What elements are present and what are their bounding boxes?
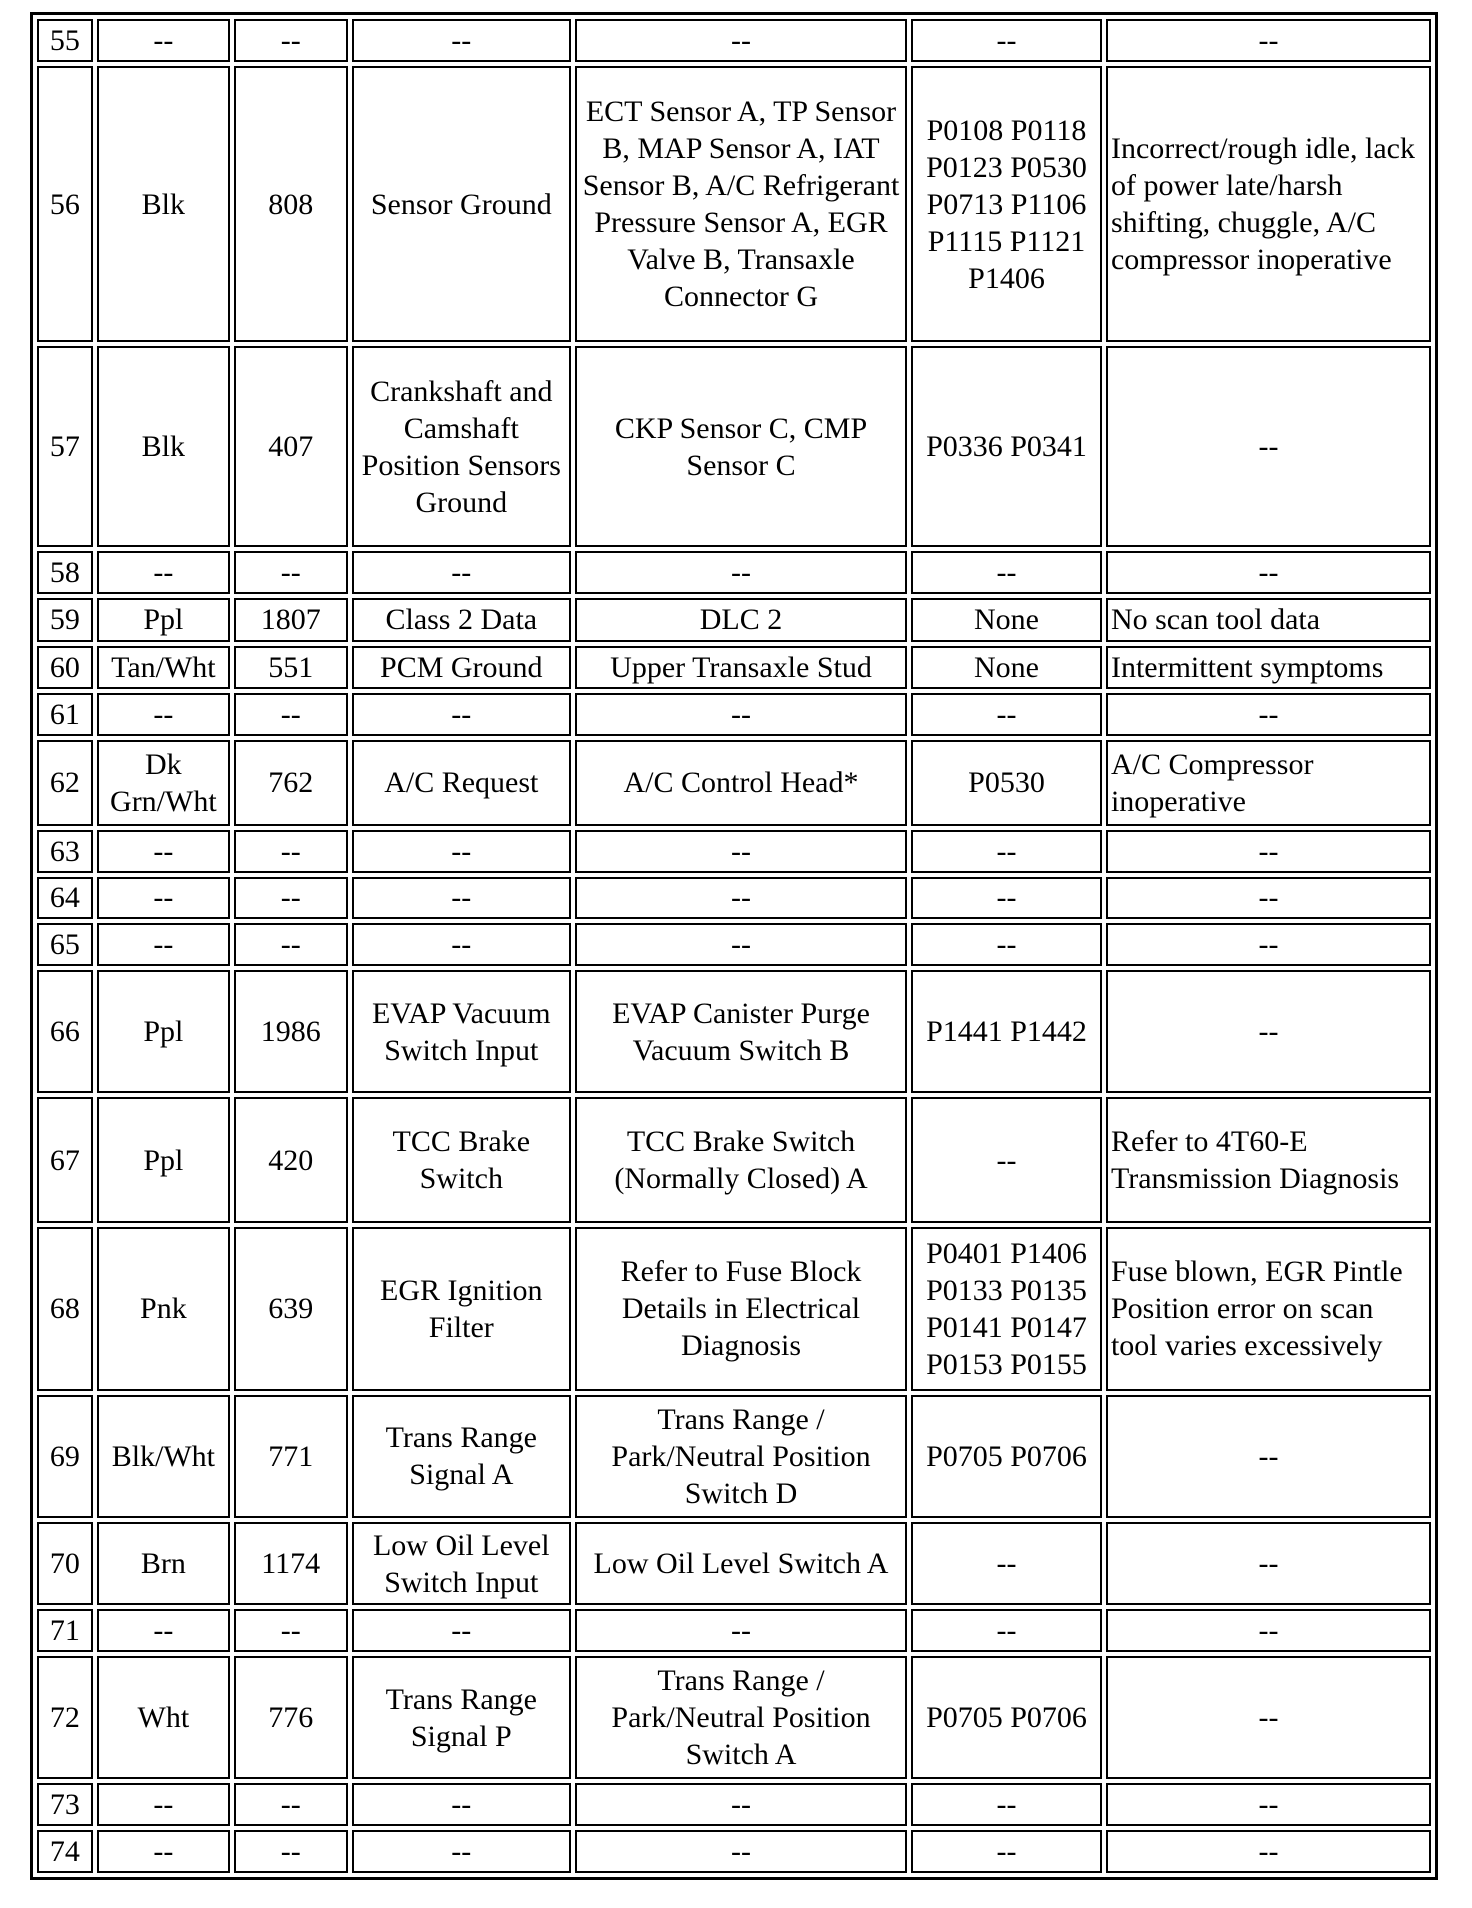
function-cell: EVAP Vacuum Switch Input	[352, 970, 571, 1093]
table-body	[37, 19, 1431, 1873]
circuit-cell: --	[234, 1783, 348, 1826]
dtc-cell: --	[911, 923, 1102, 966]
dtc-cell: P0530	[911, 740, 1102, 826]
table-row	[37, 693, 1431, 736]
dtc-cell: P1441 P1442	[911, 970, 1102, 1093]
wire-color-cell: Brn	[97, 1522, 230, 1606]
symptom-cell: --	[1106, 1609, 1431, 1652]
dtc-cell: --	[911, 830, 1102, 873]
wire-color-cell: Blk/Wht	[97, 1395, 230, 1518]
pcm-pinout-table	[33, 15, 1435, 1877]
function-cell: --	[352, 551, 571, 594]
component-cell: Refer to Fuse Block Details in Electrical Diagnosis	[575, 1227, 907, 1391]
symptom-cell: Intermittent symptoms	[1106, 646, 1431, 690]
table-row	[37, 830, 1431, 873]
component-cell: A/C Control Head*	[575, 740, 907, 826]
dtc-cell: P0401 P1406 P0133 P0135 P0141 P0147 P0153 P0155	[911, 1227, 1102, 1391]
pin-cell: 65	[37, 923, 93, 966]
dtc-cell: None	[911, 646, 1102, 690]
dtc-cell: --	[911, 693, 1102, 736]
circuit-cell: --	[234, 693, 348, 736]
component-cell: TCC Brake Switch (Normally Closed) A	[575, 1097, 907, 1222]
dtc-cell: None	[911, 598, 1102, 642]
function-cell: --	[352, 877, 571, 920]
circuit-cell: --	[234, 551, 348, 594]
pin-cell: 70	[37, 1522, 93, 1606]
dtc-cell: P0705 P0706	[911, 1656, 1102, 1779]
component-cell: --	[575, 551, 907, 594]
symptom-cell: --	[1106, 1656, 1431, 1779]
component-cell: --	[575, 877, 907, 920]
table-row	[37, 1097, 1431, 1222]
symptom-cell: --	[1106, 877, 1431, 920]
table-row	[37, 551, 1431, 594]
wire-color-cell: Ppl	[97, 1097, 230, 1222]
wire-color-cell: Blk	[97, 66, 230, 343]
dtc-cell: --	[911, 1783, 1102, 1826]
circuit-cell: --	[234, 923, 348, 966]
dtc-cell: P0705 P0706	[911, 1395, 1102, 1518]
dtc-cell: --	[911, 1097, 1102, 1222]
circuit-cell: 762	[234, 740, 348, 826]
pin-cell: 69	[37, 1395, 93, 1518]
table-row	[37, 19, 1431, 62]
wire-color-cell: Tan/Wht	[97, 646, 230, 690]
symptom-cell: Refer to 4T60-E Transmission Diagnosis	[1106, 1097, 1431, 1222]
symptom-cell: --	[1106, 1395, 1431, 1518]
circuit-cell: 639	[234, 1227, 348, 1391]
table-row	[37, 1227, 1431, 1391]
symptom-cell: --	[1106, 346, 1431, 546]
table-row	[37, 1830, 1431, 1873]
symptom-cell: --	[1106, 830, 1431, 873]
component-cell: EVAP Canister Purge Vacuum Switch B	[575, 970, 907, 1093]
function-cell: --	[352, 693, 571, 736]
circuit-cell: 776	[234, 1656, 348, 1779]
function-cell: Low Oil Level Switch Input	[352, 1522, 571, 1606]
wire-color-cell: --	[97, 1609, 230, 1652]
table-row	[37, 1609, 1431, 1652]
circuit-cell: 1174	[234, 1522, 348, 1606]
dtc-cell: --	[911, 1830, 1102, 1873]
table-row	[37, 740, 1431, 826]
pin-cell: 64	[37, 877, 93, 920]
dtc-cell: --	[911, 1609, 1102, 1652]
wire-color-cell: --	[97, 877, 230, 920]
symptom-cell: --	[1106, 970, 1431, 1093]
pin-cell: 56	[37, 66, 93, 343]
table-row	[37, 1783, 1431, 1826]
function-cell: Sensor Ground	[352, 66, 571, 343]
function-cell: --	[352, 1609, 571, 1652]
table-row	[37, 646, 1431, 690]
component-cell: Low Oil Level Switch A	[575, 1522, 907, 1606]
dtc-cell: --	[911, 19, 1102, 62]
symptom-cell: --	[1106, 1783, 1431, 1826]
component-cell: --	[575, 923, 907, 966]
pin-cell: 60	[37, 646, 93, 690]
circuit-cell: 771	[234, 1395, 348, 1518]
dtc-cell: P0336 P0341	[911, 346, 1102, 546]
table-row	[37, 923, 1431, 966]
pin-cell: 63	[37, 830, 93, 873]
pin-cell: 67	[37, 1097, 93, 1222]
wire-color-cell: --	[97, 923, 230, 966]
wire-color-cell: --	[97, 1783, 230, 1826]
symptom-cell: --	[1106, 1830, 1431, 1873]
symptom-cell: --	[1106, 1522, 1431, 1606]
function-cell: --	[352, 1783, 571, 1826]
component-cell: CKP Sensor C, CMP Sensor C	[575, 346, 907, 546]
circuit-cell: --	[234, 1830, 348, 1873]
component-cell: Upper Transaxle Stud	[575, 646, 907, 690]
function-cell: PCM Ground	[352, 646, 571, 690]
pin-cell: 72	[37, 1656, 93, 1779]
symptom-cell: --	[1106, 551, 1431, 594]
pin-cell: 73	[37, 1783, 93, 1826]
symptom-cell: --	[1106, 19, 1431, 62]
pin-cell: 66	[37, 970, 93, 1093]
table-row	[37, 1395, 1431, 1518]
function-cell: --	[352, 1830, 571, 1873]
function-cell: A/C Request	[352, 740, 571, 826]
table-row	[37, 1656, 1431, 1779]
pin-cell: 55	[37, 19, 93, 62]
circuit-cell: --	[234, 19, 348, 62]
function-cell: EGR Ignition Filter	[352, 1227, 571, 1391]
table-row	[37, 66, 1431, 343]
table-row	[37, 970, 1431, 1093]
function-cell: Crankshaft and Camshaft Position Sensors Ground	[352, 346, 571, 546]
wire-color-cell: --	[97, 1830, 230, 1873]
component-cell: DLC 2	[575, 598, 907, 642]
wire-color-cell: Ppl	[97, 970, 230, 1093]
table-row	[37, 598, 1431, 642]
function-cell: --	[352, 830, 571, 873]
pin-cell: 62	[37, 740, 93, 826]
circuit-cell: 808	[234, 66, 348, 343]
dtc-cell: --	[911, 1522, 1102, 1606]
circuit-cell: --	[234, 1609, 348, 1652]
wire-color-cell: Wht	[97, 1656, 230, 1779]
circuit-cell: 420	[234, 1097, 348, 1222]
component-cell: --	[575, 1830, 907, 1873]
pin-cell: 59	[37, 598, 93, 642]
wire-color-cell: --	[97, 693, 230, 736]
symptom-cell: A/C Compressor inoperative	[1106, 740, 1431, 826]
component-cell: --	[575, 830, 907, 873]
component-cell: ECT Sensor A, TP Sensor B, MAP Sensor A, IAT Sensor B, A/C Refrigerant Pressure Sensor A, EGR Valve B, Transaxle Connector G	[575, 66, 907, 343]
wire-color-cell: Pnk	[97, 1227, 230, 1391]
circuit-cell: 551	[234, 646, 348, 690]
table-row	[37, 346, 1431, 546]
wire-color-cell: Dk Grn/Wht	[97, 740, 230, 826]
symptom-cell: Incorrect/rough idle, lack of power late/harsh shifting, chuggle, A/C compressor inoperative	[1106, 66, 1431, 343]
function-cell: --	[352, 923, 571, 966]
dtc-cell: P0108 P0118 P0123 P0530 P0713 P1106 P1115 P1121 P1406	[911, 66, 1102, 343]
pin-cell: 58	[37, 551, 93, 594]
circuit-cell: 1986	[234, 970, 348, 1093]
component-cell: --	[575, 1609, 907, 1652]
function-cell: --	[352, 19, 571, 62]
circuit-cell: --	[234, 830, 348, 873]
wire-color-cell: --	[97, 830, 230, 873]
symptom-cell: Fuse blown, EGR Pintle Position error on scan tool varies excessively	[1106, 1227, 1431, 1391]
table-row	[37, 1522, 1431, 1606]
component-cell: --	[575, 19, 907, 62]
dtc-cell: --	[911, 877, 1102, 920]
wire-color-cell: Blk	[97, 346, 230, 546]
table-row	[37, 877, 1431, 920]
circuit-cell: 1807	[234, 598, 348, 642]
wire-color-cell: --	[97, 19, 230, 62]
pinout-sheet	[30, 12, 1438, 1880]
symptom-cell: --	[1106, 693, 1431, 736]
pin-cell: 61	[37, 693, 93, 736]
component-cell: Trans Range / Park/Neutral Position Switch A	[575, 1656, 907, 1779]
dtc-cell: --	[911, 551, 1102, 594]
wire-color-cell: Ppl	[97, 598, 230, 642]
function-cell: Trans Range Signal P	[352, 1656, 571, 1779]
pin-cell: 57	[37, 346, 93, 546]
component-cell: --	[575, 693, 907, 736]
wire-color-cell: --	[97, 551, 230, 594]
pin-cell: 71	[37, 1609, 93, 1652]
pin-cell: 74	[37, 1830, 93, 1873]
function-cell: TCC Brake Switch	[352, 1097, 571, 1222]
symptom-cell: --	[1106, 923, 1431, 966]
circuit-cell: --	[234, 877, 348, 920]
function-cell: Class 2 Data	[352, 598, 571, 642]
circuit-cell: 407	[234, 346, 348, 546]
component-cell: Trans Range / Park/Neutral Position Switch D	[575, 1395, 907, 1518]
pin-cell: 68	[37, 1227, 93, 1391]
component-cell: --	[575, 1783, 907, 1826]
function-cell: Trans Range Signal A	[352, 1395, 571, 1518]
symptom-cell: No scan tool data	[1106, 598, 1431, 642]
